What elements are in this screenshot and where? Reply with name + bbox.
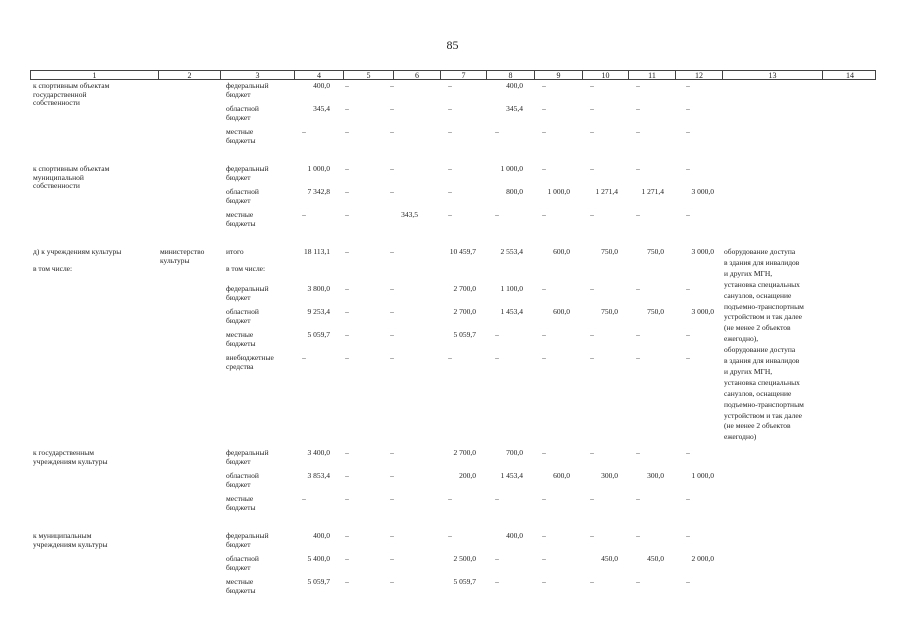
value-cell: –: [542, 127, 546, 136]
funding-source-line: внебюджетные: [226, 353, 274, 362]
value-cell: –: [345, 531, 349, 540]
page-number: 85: [446, 38, 459, 52]
value-cell: –: [390, 127, 394, 136]
object-name-line: к государственным: [33, 448, 94, 457]
value-cell: 450,0: [601, 554, 618, 563]
value-cell: –: [390, 81, 394, 90]
funding-source-line: бюджеты: [226, 502, 256, 512]
value-cell: 750,0: [647, 247, 664, 256]
funding-source-line: бюджет: [226, 89, 251, 99]
value-cell: –: [542, 284, 546, 293]
value-cell: –: [590, 330, 594, 339]
value-cell: –: [590, 104, 594, 113]
object-name-line: собственности: [33, 98, 80, 108]
value-cell: 400,0: [313, 81, 330, 90]
value-cell: –: [345, 127, 349, 136]
value-cell: –: [448, 127, 452, 136]
object-name-line: к спортивным объектам: [33, 81, 110, 90]
value-cell: 750,0: [601, 247, 618, 256]
value-cell: –: [345, 307, 349, 316]
value-cell: 1 000,0: [500, 164, 523, 173]
ministry-name-line: министерство: [160, 247, 205, 256]
note-line: санузлов, оснащение: [724, 388, 792, 398]
value-cell: –: [390, 104, 394, 113]
value-cell: –: [390, 577, 394, 586]
value-cell: –: [448, 531, 452, 540]
value-cell: –: [590, 81, 594, 90]
value-cell: 600,0: [553, 307, 570, 316]
value-cell: 5 059,7: [307, 577, 330, 586]
funding-source-line: бюджет: [226, 195, 251, 205]
value-cell: –: [495, 494, 499, 503]
value-cell: –: [390, 531, 394, 540]
value-cell: 1 271,4: [595, 187, 618, 196]
note-line: устройством и так далее: [724, 312, 803, 322]
value-cell: –: [302, 127, 306, 136]
value-cell: –: [495, 577, 499, 586]
note-line: санузлов, оснащение: [724, 290, 792, 300]
value-cell: –: [345, 164, 349, 173]
value-cell: 343,5: [401, 210, 418, 219]
funding-source-line: средства: [226, 361, 254, 371]
value-cell: –: [345, 210, 349, 219]
funding-source-line: бюджет: [226, 479, 251, 489]
funding-source-line: бюджет: [226, 562, 251, 572]
value-cell: –: [686, 494, 690, 503]
object-name-line: д) к учреждениям культуры: [33, 247, 122, 256]
value-cell: –: [636, 284, 640, 293]
column-header-4: 4: [295, 71, 344, 80]
value-cell: 2 700,0: [453, 307, 476, 316]
value-cell: 5 400,0: [307, 554, 330, 563]
value-cell: –: [390, 284, 394, 293]
value-cell: –: [345, 448, 349, 457]
value-cell: –: [686, 81, 690, 90]
value-cell: –: [590, 494, 594, 503]
note-line: ежегодно): [724, 432, 757, 442]
value-cell: 9 253,4: [307, 307, 330, 316]
value-cell: –: [302, 494, 306, 503]
column-header-9: 9: [535, 71, 583, 80]
value-cell: –: [448, 104, 452, 113]
note-line: подъемно-транспортным: [724, 301, 804, 311]
note-line: и других МГН,: [724, 366, 773, 376]
value-cell: –: [636, 531, 640, 540]
funding-source-line: бюджет: [226, 292, 251, 302]
value-cell: 750,0: [601, 307, 618, 316]
value-cell: –: [345, 104, 349, 113]
funding-source-line: бюджеты: [226, 135, 256, 145]
value-cell: 600,0: [553, 471, 570, 480]
value-cell: –: [590, 284, 594, 293]
value-cell: –: [390, 187, 394, 196]
value-cell: –: [686, 577, 690, 586]
funding-source-line: бюджеты: [226, 338, 256, 348]
value-cell: –: [345, 187, 349, 196]
value-cell: 2 700,0: [453, 284, 476, 293]
value-cell: –: [686, 353, 690, 362]
value-cell: 2 500,0: [453, 554, 476, 563]
value-cell: –: [686, 210, 690, 219]
value-cell: –: [345, 330, 349, 339]
note-line: установка специальных: [724, 279, 800, 289]
value-cell: –: [448, 81, 452, 90]
value-cell: –: [495, 554, 499, 563]
value-cell: 300,0: [601, 471, 618, 480]
funding-source-line: итого: [226, 247, 244, 256]
object-name-line: к спортивным объектам: [33, 164, 110, 173]
object-name-line: муниципальной: [33, 172, 84, 182]
value-cell: 450,0: [647, 554, 664, 563]
note-line: подъемно-транспортным: [724, 399, 804, 409]
funding-source-line: местные: [226, 577, 254, 586]
column-header-14: 14: [846, 71, 854, 80]
value-cell: 200,0: [459, 471, 476, 480]
value-cell: –: [636, 494, 640, 503]
value-cell: –: [686, 448, 690, 457]
funding-source-line: федеральный: [226, 81, 269, 90]
value-cell: –: [590, 127, 594, 136]
table-header-row: [30, 70, 876, 80]
value-cell: –: [636, 104, 640, 113]
value-cell: –: [636, 210, 640, 219]
column-header-13: 13: [723, 71, 823, 80]
funding-source-line: областной: [226, 471, 259, 480]
value-cell: –: [590, 353, 594, 362]
note-line: (не менее 2 объектов: [724, 421, 791, 431]
value-cell: 345,4: [313, 104, 330, 113]
funding-source-line: областной: [226, 187, 259, 196]
value-cell: –: [542, 531, 546, 540]
value-cell: 700,0: [506, 448, 523, 457]
value-cell: –: [448, 187, 452, 196]
value-cell: 2 553,4: [500, 247, 523, 256]
funding-source-line: местные: [226, 210, 254, 219]
value-cell: –: [636, 353, 640, 362]
value-cell: –: [302, 353, 306, 362]
value-cell: –: [542, 330, 546, 339]
value-cell: –: [542, 81, 546, 90]
note-line: устройством и так далее: [724, 410, 803, 420]
funding-source-line: в том числе:: [226, 264, 266, 274]
column-header-3: 3: [221, 71, 295, 80]
funding-source-line: бюджет: [226, 539, 251, 549]
column-header-2: 2: [159, 71, 221, 80]
value-cell: 3 853,4: [307, 471, 330, 480]
value-cell: 400,0: [506, 531, 523, 540]
column-header-10: 10: [583, 71, 629, 80]
object-name-line: к муниципальным: [33, 531, 92, 540]
value-cell: 800,0: [506, 187, 523, 196]
funding-source-line: местные: [226, 330, 254, 339]
value-cell: 5 059,7: [453, 577, 476, 586]
value-cell: –: [390, 471, 394, 480]
note-line: ежегодно),: [724, 334, 759, 344]
note-line: установка специальных: [724, 377, 800, 387]
value-cell: –: [495, 353, 499, 362]
column-header-11: 11: [629, 71, 676, 80]
value-cell: –: [636, 448, 640, 457]
value-cell: –: [686, 104, 690, 113]
funding-source-line: федеральный: [226, 531, 269, 540]
value-cell: 1 100,0: [500, 284, 523, 293]
value-cell: 345,4: [506, 104, 523, 113]
value-cell: 18 113,1: [304, 247, 330, 256]
value-cell: –: [345, 247, 349, 256]
object-name-line: собственности: [33, 181, 80, 191]
value-cell: –: [390, 330, 394, 339]
value-cell: –: [390, 307, 394, 316]
value-cell: –: [590, 164, 594, 173]
value-cell: –: [542, 210, 546, 219]
funding-source-line: бюджет: [226, 456, 251, 466]
funding-source-line: федеральный: [226, 284, 269, 293]
value-cell: 400,0: [506, 81, 523, 90]
funding-source-line: бюджеты: [226, 585, 256, 595]
column-header-12: 12: [676, 71, 723, 80]
value-cell: –: [345, 353, 349, 362]
funding-source-line: бюджет: [226, 112, 251, 122]
value-cell: –: [345, 577, 349, 586]
value-cell: –: [448, 164, 452, 173]
value-cell: –: [590, 577, 594, 586]
funding-source-line: федеральный: [226, 164, 269, 173]
funding-source-line: местные: [226, 494, 254, 503]
value-cell: 1 000,0: [307, 164, 330, 173]
note-line: и других МГН,: [724, 268, 773, 278]
value-cell: 400,0: [313, 531, 330, 540]
note-line: оборудование доступа: [724, 345, 796, 355]
value-cell: –: [495, 127, 499, 136]
value-cell: –: [686, 284, 690, 293]
value-cell: –: [590, 210, 594, 219]
value-cell: 600,0: [553, 247, 570, 256]
value-cell: 3 800,0: [307, 284, 330, 293]
column-header-8: 8: [487, 71, 535, 80]
column-header-5: 5: [344, 71, 394, 80]
value-cell: –: [448, 494, 452, 503]
value-cell: –: [390, 554, 394, 563]
value-cell: –: [542, 353, 546, 362]
value-cell: –: [590, 448, 594, 457]
value-cell: –: [636, 577, 640, 586]
funding-source-line: областной: [226, 554, 259, 563]
value-cell: –: [345, 554, 349, 563]
value-cell: –: [636, 164, 640, 173]
note-line: (не менее 2 объектов: [724, 323, 791, 333]
note-line: в здания для инвалидов: [724, 257, 800, 267]
value-cell: 3 000,0: [691, 307, 714, 316]
value-cell: 1 453,4: [500, 307, 523, 316]
value-cell: –: [636, 81, 640, 90]
value-cell: –: [345, 494, 349, 503]
funding-source-line: федеральный: [226, 448, 269, 457]
value-cell: –: [448, 210, 452, 219]
value-cell: –: [542, 494, 546, 503]
object-name-line: учреждениям культуры: [33, 456, 108, 466]
value-cell: –: [686, 164, 690, 173]
value-cell: –: [345, 471, 349, 480]
value-cell: 3 000,0: [691, 187, 714, 196]
value-cell: –: [542, 164, 546, 173]
value-cell: 2 700,0: [453, 448, 476, 457]
column-header-7: 7: [441, 71, 487, 80]
column-header-1: 1: [31, 71, 159, 80]
value-cell: –: [495, 330, 499, 339]
value-cell: –: [302, 210, 306, 219]
value-cell: –: [542, 104, 546, 113]
note-line: оборудование доступа: [724, 247, 796, 256]
value-cell: –: [448, 353, 452, 362]
value-cell: –: [542, 448, 546, 457]
object-name-line: государственной: [33, 89, 87, 99]
funding-source-line: местные: [226, 127, 254, 136]
value-cell: –: [390, 164, 394, 173]
value-cell: –: [495, 210, 499, 219]
funding-source-line: областной: [226, 104, 259, 113]
value-cell: 10 459,7: [449, 247, 476, 256]
funding-source-line: бюджет: [226, 315, 251, 325]
value-cell: 3 000,0: [691, 247, 714, 256]
value-cell: –: [390, 353, 394, 362]
funding-source-line: областной: [226, 307, 259, 316]
value-cell: 300,0: [647, 471, 664, 480]
value-cell: 2 000,0: [691, 554, 714, 563]
column-header-6: 6: [394, 71, 441, 80]
value-cell: 1 000,0: [691, 471, 714, 480]
object-name-line: в том числе:: [33, 264, 73, 274]
value-cell: –: [686, 531, 690, 540]
value-cell: 3 400,0: [307, 448, 330, 457]
funding-source-line: бюджеты: [226, 218, 256, 228]
value-cell: –: [636, 330, 640, 339]
value-cell: 5 059,7: [307, 330, 330, 339]
ministry-name-line: культуры: [160, 255, 190, 265]
value-cell: –: [686, 330, 690, 339]
object-name-line: учреждениям культуры: [33, 539, 108, 549]
note-line: в здания для инвалидов: [724, 356, 800, 365]
value-cell: –: [636, 127, 640, 136]
value-cell: –: [345, 81, 349, 90]
value-cell: –: [345, 284, 349, 293]
value-cell: –: [390, 448, 394, 457]
value-cell: 1 271,4: [641, 187, 664, 196]
value-cell: –: [590, 531, 594, 540]
value-cell: –: [686, 127, 690, 136]
value-cell: –: [390, 247, 394, 256]
value-cell: –: [542, 554, 546, 563]
value-cell: –: [542, 577, 546, 586]
value-cell: 750,0: [647, 307, 664, 316]
value-cell: 7 342,8: [307, 187, 330, 196]
value-cell: 1 453,4: [500, 471, 523, 480]
value-cell: –: [390, 494, 394, 503]
value-cell: 5 059,7: [453, 330, 476, 339]
funding-source-line: бюджет: [226, 172, 251, 182]
value-cell: 1 000,0: [547, 187, 570, 196]
